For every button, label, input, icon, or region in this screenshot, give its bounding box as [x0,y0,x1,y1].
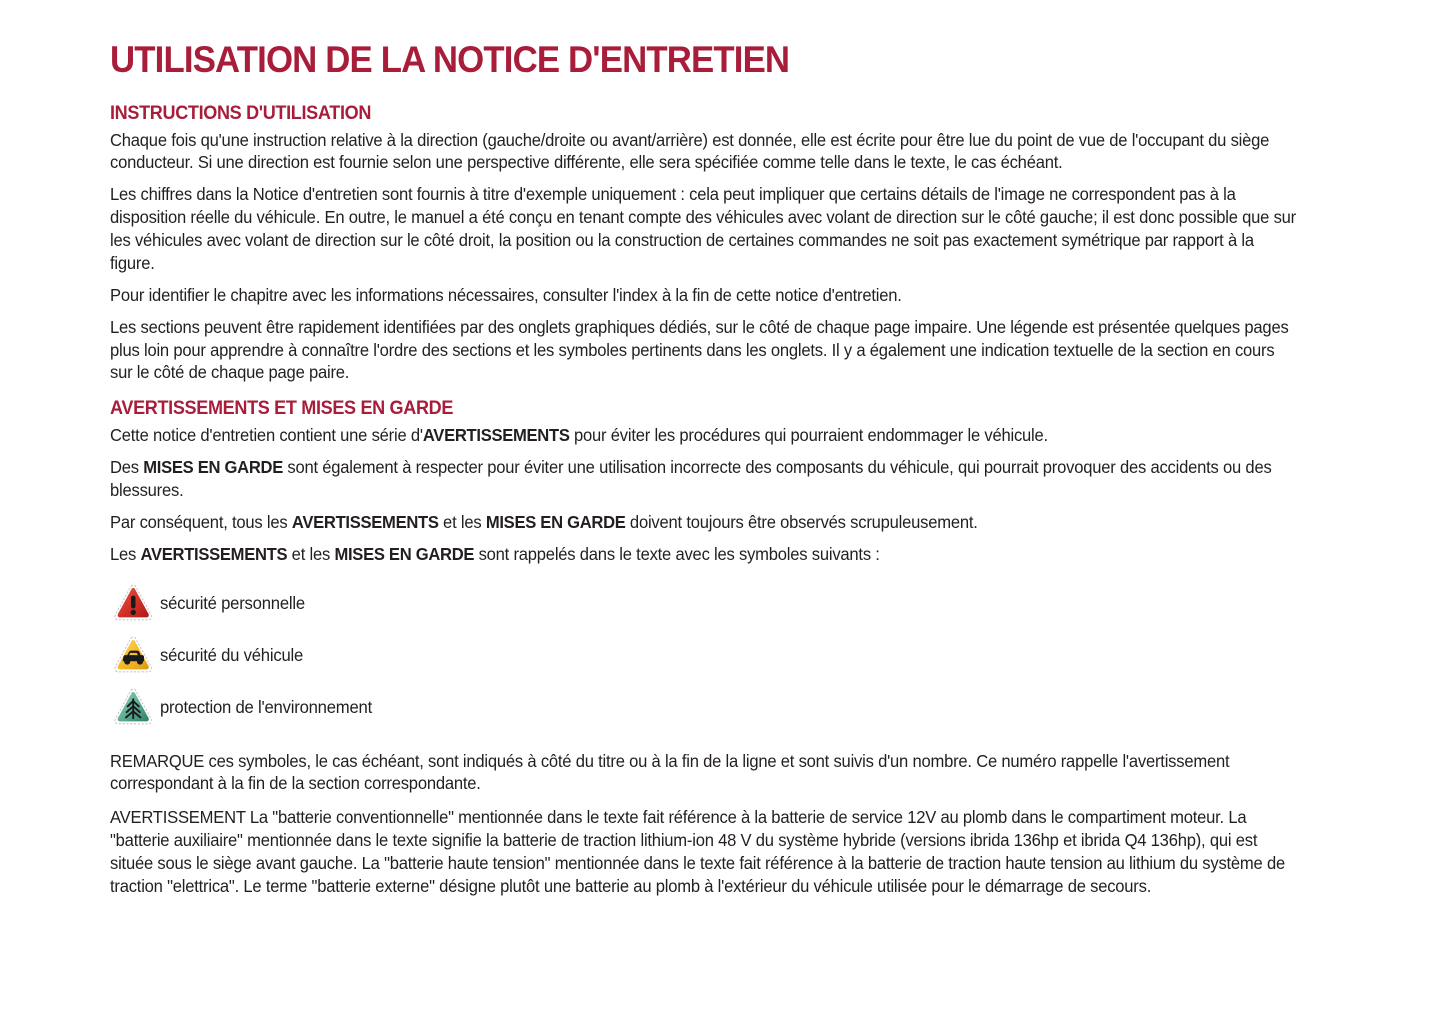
warnings-p1-text-before: Cette notice d'entretien contient une série d' [110,425,423,446]
warnings-p4-emphasis-1: AVERTISSEMENTS [140,543,288,564]
yellow-vehicle-triangle-icon [110,634,156,678]
notes-block [110,750,1340,898]
legend-label-environment: protection de l'environnement [160,697,373,718]
red-warning-triangle-icon [110,582,156,626]
legend-label-personal-safety: sécurité personnelle [160,593,305,614]
warnings-p4-text-middle: et les [287,543,335,564]
page-title: UTILISATION DE LA NOTICE D'ENTRETIEN [110,39,790,80]
remarque-paragraph: REMARQUE ces symboles, le cas échéant, sont indiqués à côté du titre ou à la fin de la ligne et sont suivis d'un nombre. Ce numéro rappelle l'avertissement correspondant à la fin de la section correspondante. [110,750,1230,794]
avertissement-battery-paragraph: AVERTISSEMENT La "batterie conventionnelle" mentionnée dans le texte fait référence à la batterie de service 12V au plomb dans le compartiment moteur. La "batterie auxiliaire" mentionnée dans le texte signifie la batterie de traction lithium-ion 48 V du système hybride (versions ibrida 136hp et ibrida Q4 136hp), qui est située sous le siège avant gauche. La "batterie haute tension" mentionnée dans le texte fait référence à la batterie de traction haute tension au lithium du système de traction "elettrica". Le terme "batterie externe" désigne plutôt une batterie au plomb à l'extérieur du véhicule utilisée pour le démarrage de secours. [110,807,1285,896]
warning-symbol-legend [110,578,1340,734]
warnings-p2-emphasis: MISES EN GARDE [143,457,283,477]
warnings-p3-text-middle: et les [438,511,486,532]
warnings-p1-text-after: pour éviter les procédures qui pourraient endommager le véhicule. [569,425,1048,446]
legend-row-personal-safety [110,578,1340,630]
warnings-paragraph-3 [110,511,1297,534]
legend-row-vehicle-safety [110,630,1340,682]
instructions-paragraph-1: Chaque fois qu'une instruction relative à la direction (gauche/droite ou avant/arrière) est donnée, elle est écrite pour être lue du point de vue de l'occupant du siège conducteur. Si une direction est fournie selon une perspective différente, elle sera spécifiée comme telle dans le texte, le cas échéant. [110,129,1270,173]
warnings-p4-text-after: sont rappelés dans le texte avec les symboles suivants : [474,543,880,564]
legend-label-vehicle-safety: sécurité du véhicule [160,645,304,666]
warnings-p4-emphasis-2: MISES EN GARDE [334,543,475,564]
green-environment-triangle-icon [110,686,156,730]
warnings-p1-emphasis: AVERTISSEMENTS [422,425,570,446]
warnings-paragraph-4 [110,543,1297,566]
warnings-p3-emphasis-1: AVERTISSEMENTS [291,511,439,532]
legend-row-environment [110,682,1340,734]
instructions-paragraph-3: Pour identifier le chapitre avec les informations nécessaires, consulter l'index à la fin de cette notice d'entretien. [110,284,902,305]
warnings-p3-text-before: Par conséquent, tous les [110,511,292,532]
warnings-p4-text-before: Les [110,543,141,564]
warnings-paragraph-2 [110,456,1297,502]
warnings-p2-text-after: sont également à respecter pour éviter une utilisation incorrecte des composants du véhicule, qui pourrait provoquer des accidents ou des blessures. [110,457,1272,500]
warnings-paragraph-1 [110,424,1297,447]
instructions-paragraph-4: Les sections peuvent être rapidement identifiées par des onglets graphiques dédiés, sur le côté de chaque page impaire. Une légende est présentée quelques pages plus loin pour apprendre à connaître l'ordre des sections et les symboles pertinents dans les onglets. Il y a également une indication textuelle de la section en cours sur le côté de chaque page paire. [110,316,1289,383]
section-heading-warnings: AVERTISSEMENTS ET MISES EN GARDE [110,398,454,420]
warnings-p3-emphasis-2: MISES EN GARDE [485,511,626,532]
warnings-p3-text-after: doivent toujours être observés scrupuleusement. [625,511,978,532]
warnings-p2-text-before: Des [110,457,144,477]
section-heading-instructions: INSTRUCTIONS D'UTILISATION [110,102,372,124]
instructions-paragraph-2: Les chiffres dans la Notice d'entretien sont fournis à titre d'exemple uniquement : cela peut impliquer que certains détails de l'image ne correspondent pas à la disposition réelle du véhicule. En outre, le manuel a été conçu en tenant compte des véhicules avec volant de direction sur le côté gauche; il est donc possible que sur les véhicules avec volant de direction sur le côté droit, la position ou la construction de certaines commandes ne soit pas exactement symétrique par rapport à la figure. [110,184,1296,273]
